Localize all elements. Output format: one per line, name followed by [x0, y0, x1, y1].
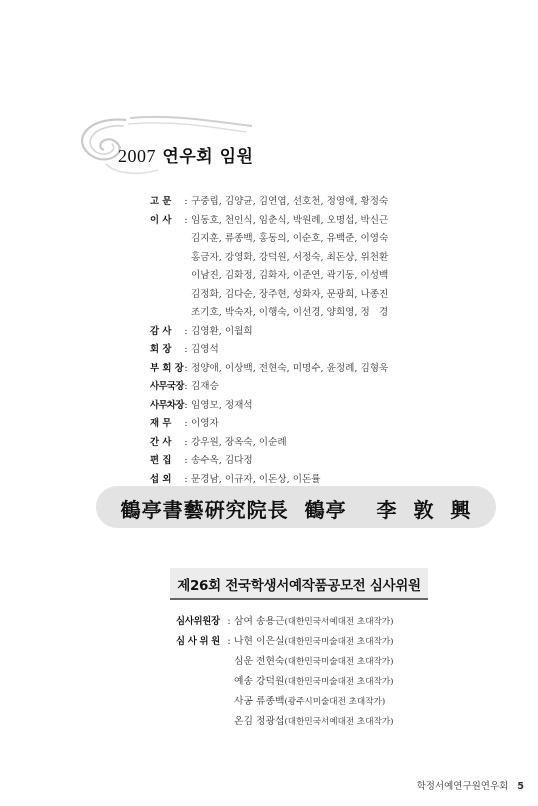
officer-role-label: 회 장: [150, 344, 172, 355]
officer-row: [150, 397, 388, 416]
officer-row: [150, 360, 388, 379]
officer-names: 이영자: [191, 418, 219, 429]
officer-names: 구중립, 김양균, 김연엽, 선호천, 정영애, 황정숙: [191, 196, 389, 207]
officer-row: [150, 341, 388, 360]
jury-member-name: 온김 정광섭: [234, 716, 285, 727]
jury-list: [176, 612, 394, 732]
jury-member: [176, 652, 394, 672]
officer-names: 홍금자, 강영화, 강덕원, 서정숙, 최돈상, 위천환: [191, 251, 389, 263]
officer-names: 조기호, 박숙자, 이행숙, 이선경, 양희영, 정 경: [191, 307, 389, 318]
colon-separator: :: [184, 436, 188, 448]
officer-row: [150, 434, 388, 453]
officer-role-label: 간 사: [150, 436, 172, 448]
jury-member: [176, 672, 394, 692]
jury-row: [176, 712, 394, 732]
colon-separator: :: [184, 214, 188, 226]
jury-member: [176, 712, 394, 732]
jury-member: [176, 692, 385, 712]
jury-section-title: 제26회 전국학생서예작품공모전 심사위원: [177, 578, 421, 594]
jury-member-name: 나현 이은실: [234, 636, 285, 647]
jury-member-affiliation: (대한민국서예대전 초대작가): [284, 617, 394, 627]
banner-director-name: 李 敦 興: [376, 498, 472, 522]
jury-member-affiliation: (대한민국미술대전 초대작가): [284, 637, 394, 647]
officer-row: [150, 193, 388, 212]
officer-row: [150, 452, 388, 471]
page-footer: [417, 778, 524, 792]
banner-title: 鶴亭書藝硏究院長: [120, 498, 289, 522]
officer-names: 임영모, 정재석: [191, 399, 253, 411]
officer-names: 김영환, 이월희: [191, 325, 253, 337]
officers-section-title: [118, 142, 253, 167]
officer-row: [150, 323, 388, 342]
colon-separator: :: [184, 344, 188, 355]
officer-role-label: 섭 외: [150, 473, 172, 485]
officer-role-label: 이 사: [150, 214, 172, 226]
jury-member: [234, 632, 394, 652]
colon-separator: :: [184, 362, 188, 374]
jury-member-name: 삼여 송용근: [234, 616, 285, 627]
officer-names: 이남진, 김화정, 김화자, 이준연, 곽기동, 이성백: [191, 270, 389, 281]
jury-role-label: 심 사 위 원: [176, 636, 220, 647]
officer-names: 강우원, 장옥숙, 이순례: [191, 436, 287, 448]
jury-row: [176, 672, 394, 692]
jury-member-affiliation: (대한민국서예대전 초대작가): [284, 717, 394, 727]
jury-member-affiliation: (대한민국미술대전 초대작가): [284, 677, 394, 687]
officers-year: 2007: [118, 146, 156, 166]
colon-separator: :: [227, 636, 231, 647]
colon-separator: :: [184, 473, 188, 485]
officer-row: [150, 304, 388, 323]
officer-row: [150, 415, 388, 434]
officer-role-label: 감 사: [150, 325, 172, 337]
officer-names: 김영석: [191, 344, 219, 355]
jury-member-name: 사공 류종백: [234, 696, 285, 707]
director-banner-text: [96, 494, 496, 523]
officer-row: [150, 286, 388, 305]
officer-role-label: 고 문: [150, 196, 172, 207]
officer-role-label: 편 집: [150, 455, 172, 466]
officer-row: [150, 249, 388, 268]
officer-names: 김지훈, 류종백, 홍동의, 이순호, 유백준, 이영숙: [191, 233, 389, 244]
officer-names: 김정화, 김다순, 장주현, 성화자, 문광희, 나종진: [191, 288, 389, 300]
page-number: 5: [517, 781, 524, 792]
officer-names: 임동호, 천인식, 임춘식, 박원례, 오명섭, 박신근: [191, 214, 389, 226]
officer-role-label: 재 무: [150, 418, 172, 429]
jury-member-affiliation: (광주시미술대전 초대작가): [284, 697, 386, 707]
colon-separator: :: [184, 399, 188, 411]
banner-pen-name: 鶴亭: [304, 498, 347, 522]
officer-row: [150, 378, 388, 397]
jury-member: [234, 612, 394, 632]
jury-member-name: 심운 전현숙: [234, 656, 285, 667]
officer-role-label: 사무국장: [150, 381, 184, 392]
officer-role-label: 사무차장: [150, 399, 184, 411]
jury-member-name: 예송 강덕원: [234, 676, 285, 687]
officer-names: 송수옥, 김다정: [191, 455, 253, 466]
jury-row: [176, 692, 394, 712]
officer-role-label: 부 회 장: [150, 362, 184, 374]
footer-text: 학정서예연구원연우회: [416, 781, 509, 792]
colon-separator: :: [184, 418, 188, 429]
officer-names: 문경남, 이규자, 이돈상, 이돈률: [191, 473, 321, 485]
officer-names: 정양애, 이상백, 전현숙, 미명수, 윤정례, 김형욱: [191, 362, 389, 374]
jury-row: [176, 652, 394, 672]
officers-title-text: 연우회 임원: [162, 147, 254, 167]
officer-row: [150, 267, 388, 286]
colon-separator: :: [184, 381, 188, 392]
jury-role-label: 심사위원장: [176, 616, 220, 627]
colon-separator: :: [227, 616, 231, 627]
jury-section-heading: [170, 568, 428, 600]
colon-separator: :: [184, 196, 188, 207]
director-banner: [96, 486, 496, 528]
colon-separator: :: [184, 325, 188, 337]
jury-member-affiliation: (대한민국미술대전 초대작가): [284, 657, 394, 667]
jury-row: [176, 612, 394, 632]
jury-row: [176, 632, 394, 652]
officer-row: [150, 230, 388, 249]
officers-list: [150, 193, 388, 489]
officer-row: [150, 212, 388, 231]
officer-names: 김재승: [191, 381, 219, 392]
colon-separator: :: [184, 455, 188, 466]
